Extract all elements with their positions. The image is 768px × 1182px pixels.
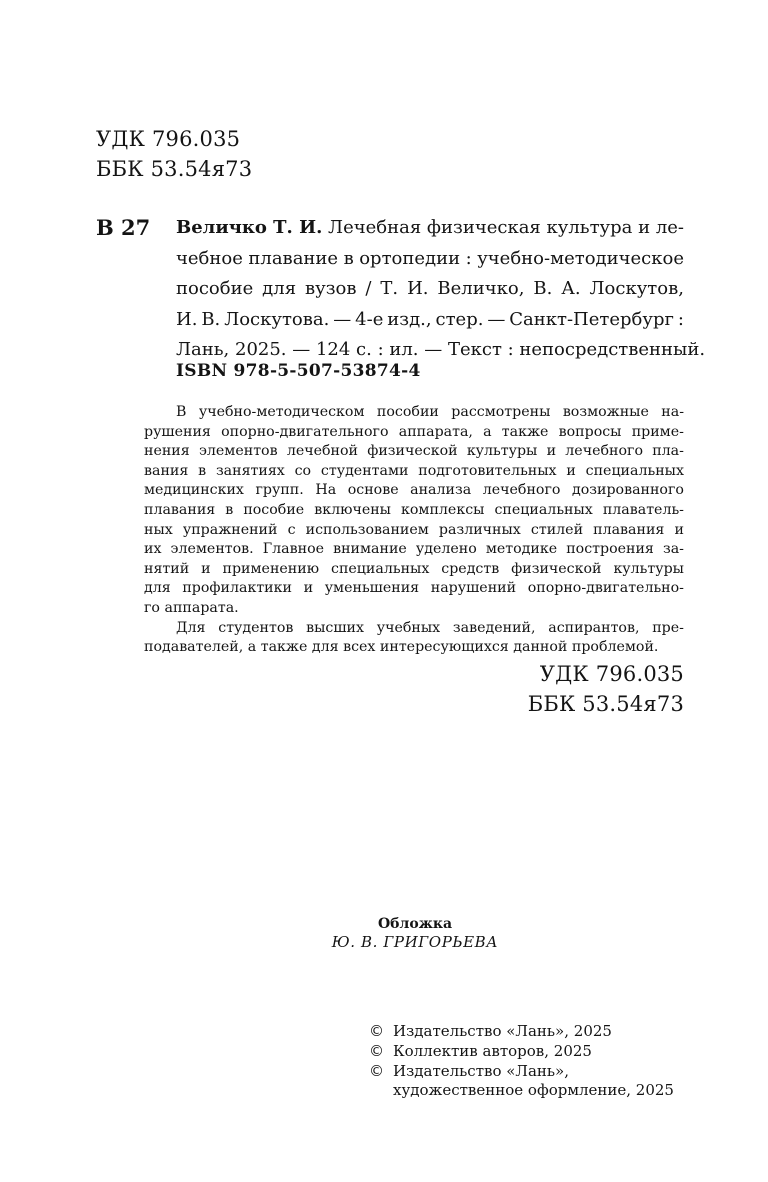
copyright-row	[369, 1022, 674, 1042]
word: пособие	[176, 278, 254, 299]
word: И.	[176, 308, 198, 330]
word: физической	[511, 560, 602, 577]
word: опорно-двигательно-	[527, 580, 684, 597]
word: нарушений	[430, 580, 517, 597]
word: применению	[222, 560, 320, 577]
word: различных	[438, 521, 521, 538]
copyright-text: художественное оформление, 2025	[393, 1081, 674, 1100]
word: Санкт-Петербург	[509, 308, 674, 330]
word: лечебного	[482, 482, 561, 499]
word: с	[287, 521, 296, 538]
word: нения	[144, 443, 190, 460]
word: вопросы	[558, 423, 622, 440]
copyright-block	[369, 1022, 674, 1101]
annotation-line	[144, 619, 684, 639]
annotation-line: го аппарата.	[144, 599, 239, 616]
word: и	[303, 580, 314, 597]
word: вузов	[304, 278, 357, 299]
word: элементов.	[170, 541, 254, 558]
word: А.	[561, 278, 581, 299]
word: а	[483, 423, 492, 440]
word: специальных	[585, 462, 684, 479]
word: культуры	[613, 560, 684, 577]
word: плавание	[248, 247, 339, 269]
word: уменьшения	[324, 580, 420, 597]
word: учебно-методическом	[198, 404, 365, 420]
word: ных	[144, 521, 173, 538]
word: и	[546, 443, 557, 460]
word: и	[674, 521, 684, 538]
word: включены	[314, 501, 391, 518]
word: аппарата,	[398, 423, 473, 440]
annotation-line: подавателей, а также для всех интересующихся данной проблемой.	[144, 639, 659, 656]
word: ортопедии	[359, 247, 461, 269]
word: рассмотрены	[451, 404, 551, 420]
word: их	[144, 541, 162, 558]
word: плаватель-	[602, 501, 684, 518]
word: Величко,	[437, 278, 525, 299]
copyright-icon: ©	[369, 1061, 384, 1080]
word: пособии	[376, 404, 439, 420]
word: лечебной	[286, 443, 358, 460]
word: пре-	[652, 619, 684, 636]
word: средств	[441, 560, 500, 577]
word: методике	[485, 541, 558, 558]
word: —	[333, 308, 352, 330]
word: внимание	[333, 541, 407, 558]
word: элементов	[198, 443, 278, 460]
word: В	[176, 404, 187, 420]
cover-designer: Ю. В. ГРИГОРЬЕВА	[331, 933, 499, 951]
bib-line	[176, 213, 684, 244]
copyright-spacer	[369, 1081, 393, 1101]
word: заведений,	[452, 619, 536, 636]
word: на-	[661, 404, 684, 420]
isbn: ISBN 978-5-507-53874-4	[176, 361, 421, 381]
word: На	[315, 482, 337, 499]
bib-line	[176, 305, 684, 336]
word: В.	[201, 308, 221, 330]
word: чебное	[176, 247, 243, 269]
word: подготовительных	[418, 462, 557, 479]
word: также	[501, 423, 549, 440]
bib-line	[176, 274, 684, 305]
bib-author: Величко Т. И.	[176, 217, 323, 238]
word: культуры	[466, 443, 538, 460]
word: плавания	[593, 521, 665, 538]
word: учебных	[376, 619, 441, 636]
word: и	[566, 462, 576, 479]
word: Т.	[380, 278, 399, 299]
annotation-line	[144, 481, 684, 501]
annotation-line	[144, 501, 684, 521]
word: дозированного	[571, 482, 684, 499]
annotation-line	[144, 579, 684, 599]
word: специальных	[331, 560, 430, 577]
cover-label: Обложка	[377, 916, 453, 932]
word: за-	[662, 541, 684, 558]
word: анализа	[410, 482, 472, 499]
word: пособие	[243, 501, 305, 518]
annotation-line	[144, 442, 684, 462]
word: и	[201, 560, 211, 577]
author-sign: В 27	[96, 215, 151, 240]
word: в	[225, 501, 234, 518]
word: Для	[176, 619, 206, 636]
word: специальных	[494, 501, 593, 518]
bbk-code-top: ББК 53.54я73	[96, 157, 253, 181]
word: групп.	[255, 482, 304, 499]
word: основе	[347, 482, 399, 499]
copyright-text: Издательство «Лань»,	[393, 1061, 570, 1080]
copyright-text: Коллектив авторов, 2025	[393, 1041, 592, 1060]
word: Лоскутов,	[589, 278, 684, 299]
udk-code-bottom: УДК 796.035	[539, 662, 684, 686]
copyright-row	[369, 1062, 674, 1082]
word: высших	[306, 619, 364, 636]
word: со	[294, 462, 312, 479]
word: :	[465, 247, 472, 269]
word: /	[365, 278, 372, 299]
word: занятиях	[215, 462, 285, 479]
copyright-text: Издательство «Лань», 2025	[393, 1022, 612, 1040]
annotation-line	[144, 521, 684, 541]
word: в	[198, 462, 207, 479]
word: возможные	[562, 404, 649, 420]
word: В.	[533, 278, 553, 299]
bibliographic-record	[176, 213, 706, 366]
word: стилей	[530, 521, 584, 538]
copyright-row	[369, 1081, 674, 1101]
bbk-code-bottom: ББК 53.54я73	[527, 692, 684, 716]
copyright-icon: ©	[369, 1041, 384, 1060]
bib-line	[176, 244, 684, 275]
word: нятий	[144, 560, 190, 577]
word: Главное	[262, 541, 325, 558]
word: для	[262, 278, 297, 299]
word: аспирантов,	[548, 619, 640, 636]
word: стер.	[435, 308, 484, 330]
annotation-line	[144, 560, 684, 580]
word: для	[144, 580, 171, 597]
bib-line: Лань, 2025. — 124 с. : ил. — Текст : непосредственный.	[176, 339, 706, 360]
word: использованием	[305, 521, 429, 538]
word: лечебного	[565, 443, 643, 460]
copyright-icon: ©	[369, 1022, 384, 1040]
word: физической	[367, 443, 458, 460]
word: профилактики	[182, 580, 292, 597]
word: студентов	[218, 619, 294, 636]
annotation-line	[144, 462, 684, 482]
word: студентами	[320, 462, 409, 479]
word: вания	[144, 462, 189, 479]
word: Лоскутова.	[224, 308, 330, 330]
word: уделено	[415, 541, 477, 558]
annotation-line	[144, 423, 684, 443]
word: построения	[566, 541, 654, 558]
annotation	[144, 403, 684, 658]
word: в	[343, 247, 354, 269]
bib-line-text: Лечебная физическая культура и ле-	[328, 217, 684, 238]
word: 4-е	[355, 308, 384, 330]
word: упражнений	[182, 521, 278, 538]
copyright-row	[369, 1042, 674, 1062]
word: медицинских	[144, 482, 244, 499]
annotation-line	[144, 540, 684, 560]
word: —	[487, 308, 506, 330]
word: приме-	[631, 423, 684, 440]
word: :	[677, 308, 684, 330]
word: пла-	[652, 443, 684, 460]
word: И.	[407, 278, 429, 299]
udk-code-top: УДК 796.035	[96, 127, 241, 151]
word: комплексы	[401, 501, 485, 518]
annotation-line	[144, 403, 684, 423]
word: рушения	[144, 423, 211, 440]
word: опорно-двигательного	[221, 423, 389, 440]
word: учебно-методическое	[477, 247, 684, 269]
word: плавания	[144, 501, 216, 518]
word: изд.,	[387, 308, 432, 330]
